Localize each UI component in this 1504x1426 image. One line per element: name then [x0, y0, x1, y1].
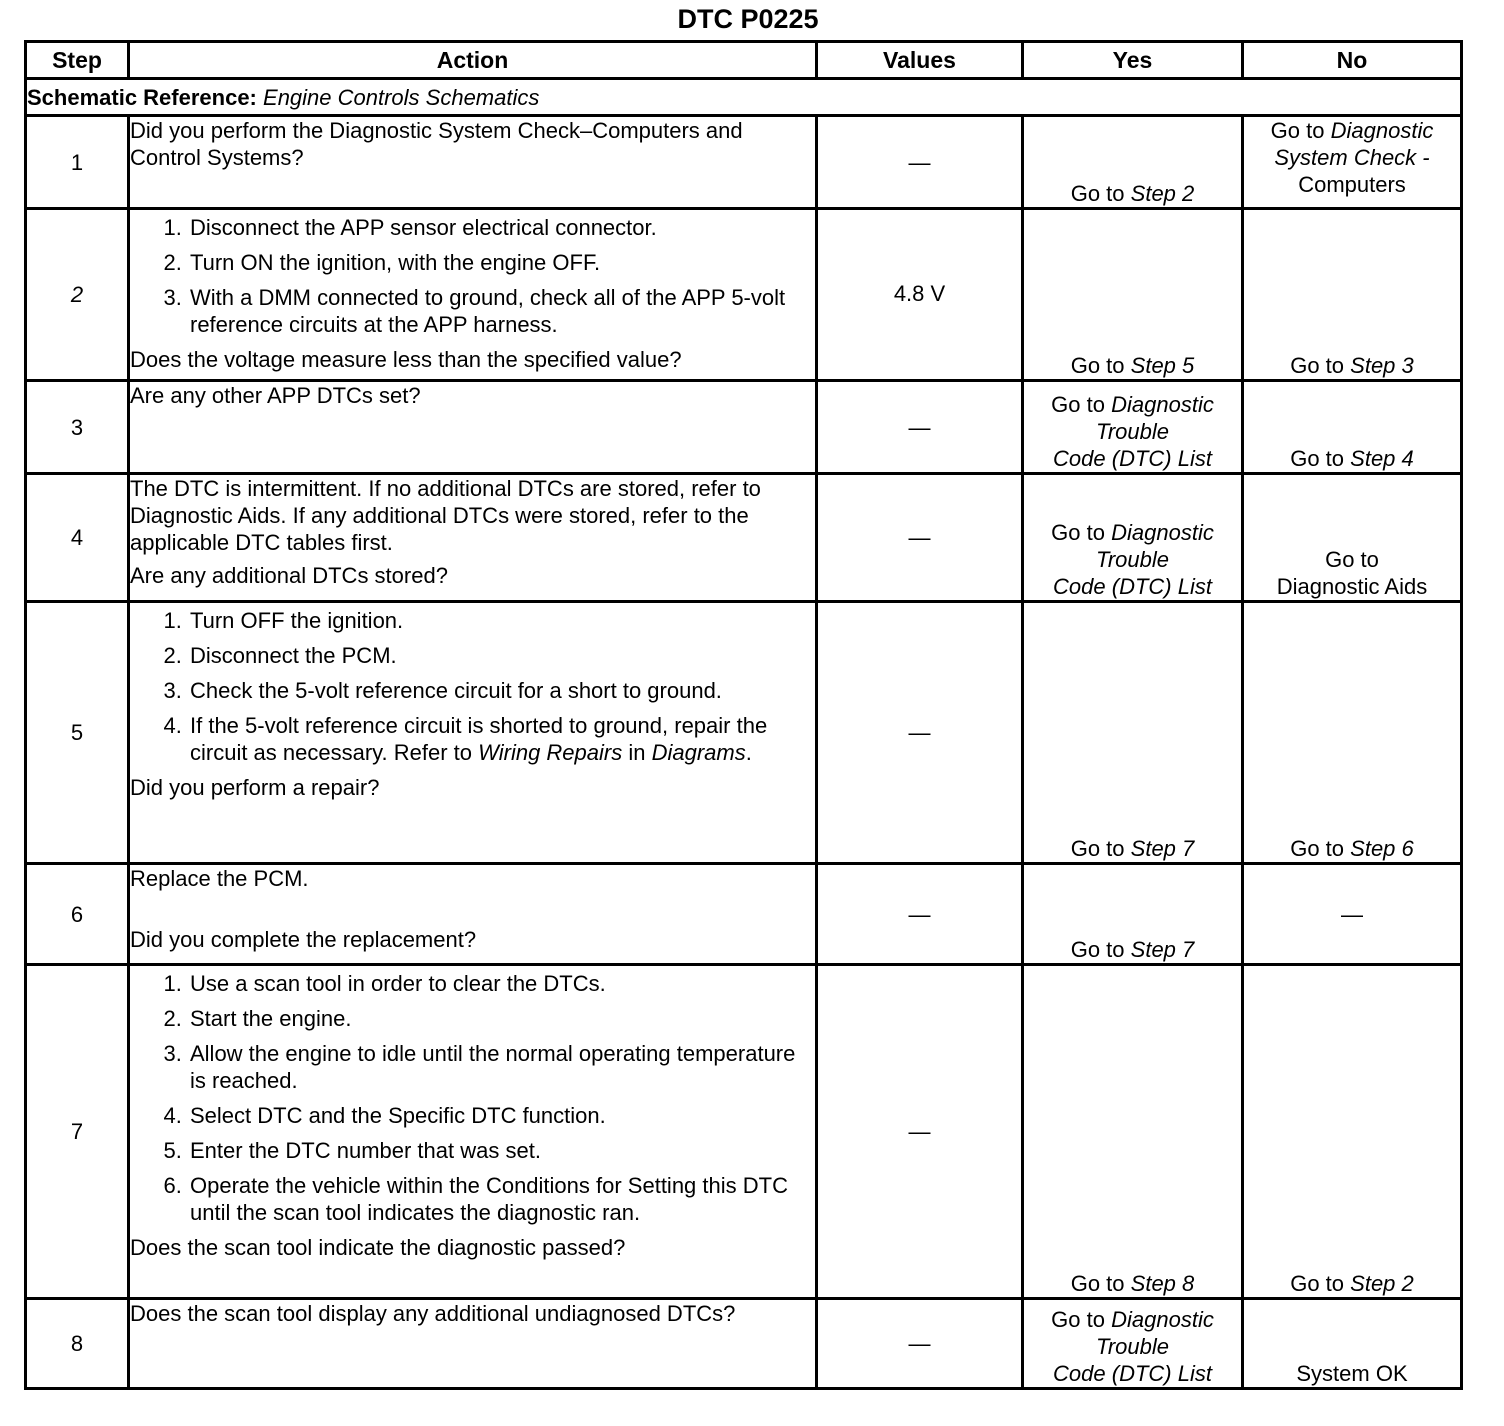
- table-row: [26, 474, 1462, 602]
- action-list: [130, 214, 815, 338]
- yes-cell[interactable]: [1023, 116, 1243, 209]
- schematic-reference-link[interactable]: Engine Controls Schematics: [263, 84, 540, 110]
- values-cell: —: [817, 116, 1023, 209]
- action-cell: [129, 474, 817, 602]
- no-cell[interactable]: [1243, 116, 1462, 209]
- wiring-repairs-link[interactable]: Wiring Repairs: [478, 740, 623, 765]
- table-row: [26, 209, 1462, 381]
- step-number: 6: [26, 864, 129, 965]
- no-prefix: Go to: [1325, 547, 1379, 572]
- no-cell[interactable]: [1243, 474, 1462, 602]
- diagnostic-table: [24, 40, 1463, 1390]
- yes-target-line2[interactable]: Trouble: [1096, 1334, 1169, 1359]
- list-item: 1. Turn OFF the ignition.: [188, 607, 815, 634]
- table-row: [26, 1299, 1462, 1389]
- action-text: The DTC is intermittent. If no additional DTCs are stored, refer to Diagnostic Aids. If any additional DTCs were stored, refer to the applicable DTC tables first.: [130, 476, 761, 555]
- step-number: 3: [26, 381, 129, 474]
- yes-prefix: Go to: [1051, 1307, 1105, 1332]
- yes-target-line3[interactable]: Code (DTC) List: [1053, 574, 1212, 599]
- no-cell[interactable]: [1243, 381, 1462, 474]
- action-question: Does the voltage measure less than the specified value?: [130, 347, 682, 372]
- no-target[interactable]: Diagnostic Aids: [1276, 574, 1428, 599]
- no-prefix: Go to: [1290, 353, 1345, 378]
- yes-target[interactable]: Diagnostic: [1111, 392, 1214, 417]
- action-cell: [129, 864, 817, 965]
- no-cell[interactable]: [1243, 602, 1462, 864]
- list-item: 3. With a DMM connected to ground, check all of the APP 5-volt reference circuits at the APP harness.: [188, 284, 815, 338]
- header-values: Values: [817, 42, 1023, 79]
- step-number: 4: [26, 474, 129, 602]
- yes-prefix: Go to: [1070, 1271, 1125, 1296]
- no-cell: System OK: [1243, 1299, 1462, 1389]
- table-row: [26, 116, 1462, 209]
- yes-target[interactable]: Diagnostic: [1111, 520, 1214, 545]
- schematic-reference: [26, 79, 1462, 116]
- yes-target[interactable]: Step 7: [1130, 836, 1195, 861]
- action-text: Are any other APP DTCs set?: [130, 383, 421, 408]
- no-target[interactable]: Step 4: [1350, 446, 1414, 471]
- list-item-text: If the 5-volt reference circuit is shorted to ground, repair the circuit as necessary. Refer to: [190, 713, 768, 765]
- yes-target[interactable]: Diagnostic: [1111, 1307, 1214, 1332]
- yes-prefix: Go to: [1070, 181, 1125, 206]
- list-item: 5. Enter the DTC number that was set.: [188, 1137, 815, 1164]
- values-cell: —: [817, 1299, 1023, 1389]
- no-prefix: Go to: [1290, 1271, 1345, 1296]
- yes-prefix: Go to: [1051, 520, 1105, 545]
- no-prefix: Go to: [1290, 836, 1345, 861]
- list-item: 3. Check the 5-volt reference circuit for a short to ground.: [188, 677, 815, 704]
- action-text: Does the scan tool display any additional undiagnosed DTCs?: [130, 1301, 736, 1326]
- yes-target-line2[interactable]: Trouble: [1096, 547, 1169, 572]
- no-prefix: Go to: [1290, 446, 1345, 471]
- yes-target[interactable]: Step 8: [1130, 1271, 1195, 1296]
- no-target-line3[interactable]: Computers: [1298, 172, 1406, 197]
- list-item: [188, 712, 815, 766]
- list-item: 2. Start the engine.: [188, 1005, 815, 1032]
- yes-prefix: Go to: [1051, 392, 1105, 417]
- header-step: Step: [26, 42, 129, 79]
- yes-target-line2[interactable]: Trouble: [1096, 419, 1169, 444]
- yes-target[interactable]: Step 5: [1130, 353, 1195, 378]
- list-item: 6. Operate the vehicle within the Conditions for Setting this DTC until the scan tool indicates the diagnostic ran.: [188, 1172, 815, 1226]
- yes-cell[interactable]: [1023, 602, 1243, 864]
- action-question: Are any additional DTCs stored?: [130, 563, 448, 588]
- header-yes: Yes: [1023, 42, 1243, 79]
- list-item: 1. Use a scan tool in order to clear the DTCs.: [188, 970, 815, 997]
- action-question: Did you complete the replacement?: [130, 927, 477, 952]
- yes-prefix: Go to: [1070, 836, 1125, 861]
- page-title: DTC P0225: [677, 4, 819, 34]
- table-row: [26, 381, 1462, 474]
- action-cell: [129, 1299, 817, 1389]
- yes-prefix: Go to: [1070, 937, 1125, 962]
- yes-target-line3[interactable]: Code (DTC) List: [1053, 446, 1212, 471]
- yes-cell[interactable]: [1023, 965, 1243, 1299]
- action-cell: [129, 209, 817, 381]
- yes-cell[interactable]: [1023, 1299, 1243, 1389]
- action-cell: [129, 116, 817, 209]
- no-prefix: Go to: [1270, 118, 1325, 143]
- yes-target-line3[interactable]: Code (DTC) List: [1053, 1361, 1212, 1386]
- action-cell: [129, 381, 817, 474]
- action-question: Does the scan tool indicate the diagnostic passed?: [130, 1235, 626, 1260]
- values-cell: —: [817, 602, 1023, 864]
- table-row: [26, 965, 1462, 1299]
- yes-cell[interactable]: [1023, 381, 1243, 474]
- list-item: 3. Allow the engine to idle until the normal operating temperature is reached.: [188, 1040, 815, 1094]
- diagrams-link[interactable]: Diagrams: [651, 740, 746, 765]
- yes-cell[interactable]: [1023, 209, 1243, 381]
- action-cell: [129, 602, 817, 864]
- values-cell: —: [817, 474, 1023, 602]
- list-item: 4. Select DTC and the Specific DTC function.: [188, 1102, 815, 1129]
- yes-cell[interactable]: [1023, 864, 1243, 965]
- values-cell: —: [817, 381, 1023, 474]
- list-item: 1. Disconnect the APP sensor electrical connector.: [188, 214, 815, 241]
- no-cell: —: [1243, 864, 1462, 965]
- yes-prefix: Go to: [1070, 353, 1125, 378]
- no-target[interactable]: Diagnostic: [1330, 118, 1434, 143]
- values-cell: —: [817, 864, 1023, 965]
- yes-target[interactable]: Step 7: [1130, 937, 1195, 962]
- no-target[interactable]: Step 6: [1350, 836, 1414, 861]
- no-target[interactable]: Step 3: [1350, 353, 1414, 378]
- step-number: 1: [26, 116, 129, 209]
- schematic-reference-row: [26, 79, 1462, 116]
- list-item-text: in: [628, 740, 646, 765]
- step-number: 2: [26, 209, 129, 381]
- action-question: Did you perform a repair?: [130, 775, 380, 800]
- step-number: 7: [26, 965, 129, 1299]
- header-row: [26, 42, 1462, 79]
- header-action: Action: [129, 42, 817, 79]
- no-cell[interactable]: [1243, 965, 1462, 1299]
- list-item: 2. Turn ON the ignition, with the engine OFF.: [188, 249, 815, 276]
- action-cell: [129, 965, 817, 1299]
- no-target-line2[interactable]: System Check -: [1274, 145, 1430, 170]
- action-text: Replace the PCM.: [130, 866, 309, 891]
- list-item-text: .: [745, 740, 752, 765]
- action-list: [130, 607, 815, 766]
- no-target[interactable]: Step 2: [1350, 1271, 1414, 1296]
- values-cell: 4.8 V: [817, 209, 1023, 381]
- no-cell[interactable]: [1243, 209, 1462, 381]
- values-cell: —: [817, 965, 1023, 1299]
- table-row: [26, 602, 1462, 864]
- step-number: 5: [26, 602, 129, 864]
- step-number: 8: [26, 1299, 129, 1389]
- schematic-reference-label: Schematic Reference:: [27, 84, 257, 110]
- action-list: [130, 970, 815, 1226]
- header-no: No: [1243, 42, 1462, 79]
- yes-target[interactable]: Step 2: [1130, 181, 1195, 206]
- yes-cell[interactable]: [1023, 474, 1243, 602]
- list-item: 2. Disconnect the PCM.: [188, 642, 815, 669]
- table-row: [26, 864, 1462, 965]
- action-text: Did you perform the Diagnostic System Check–Computers and Control Systems?: [130, 118, 743, 170]
